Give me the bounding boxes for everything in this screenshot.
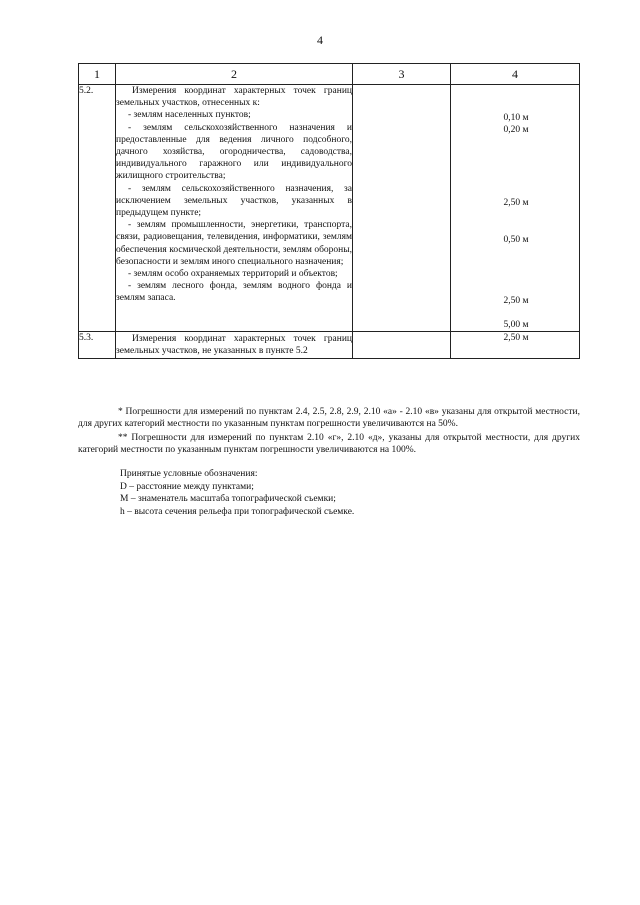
legend-block [120, 468, 354, 518]
list-item: - землям населенных пунктов; [128, 110, 251, 121]
legend-item: D – расстояние между пунктами; [120, 481, 254, 492]
row-description [116, 85, 353, 332]
list-item: - землям сельскохозяйственного назначения и предоставленные для ведения личного подсобного, дачного хозяйства, огородничества, садоводства, индивидуального гаражного или индивидуального жилищного строительства; [116, 122, 352, 182]
list-item: - землям промышленности, энергетики, транспорта, связи, радиовещания, телевидения, информатики, землям обеспечения космической деятельности, землям обороны, безопасности и землям иного специального назначения; [116, 220, 352, 267]
table-row [79, 85, 580, 332]
value-cell: 5,00 м [503, 319, 529, 330]
footnote-2: ** Погрешности для измерений по пунктам 2.10 «г», 2.10 «д», указаны для открытой местности, для других категорий местности по указанным пунктам погрешности увеличиваются на 100%. [78, 433, 580, 456]
page-number: 4 [317, 33, 323, 47]
list-item: - землям сельскохозяйственного назначения, за исключением земельных участков, указанных в предыдущем пункте; [116, 183, 352, 219]
value-cell: 0,10 м [503, 113, 529, 123]
row-description [116, 332, 353, 358]
value-cell: 0,50 м [503, 234, 529, 245]
row-intro: Измерения координат характерных точек границ земельных участков, отнесенных к: [116, 86, 352, 109]
value-cell: 2,50 м [503, 333, 529, 344]
list-item: - землям лесного фонда, землям водного фонда и землям запаса. [116, 281, 352, 304]
legend-title: Принятые условные обозначения: [120, 469, 258, 479]
tolerance-table [78, 63, 580, 359]
value-cell: 2,50 м [503, 198, 529, 209]
list-item: - землям особо охраняемых территорий и объектов; [128, 269, 338, 280]
column-header-2: 2 [116, 64, 353, 85]
row-number: 5.2. [79, 85, 116, 332]
row-col3-empty [353, 85, 451, 332]
column-header-1: 1 [79, 64, 116, 85]
legend-item: h – высота сечения рельефа при топографической съемке. [120, 506, 355, 517]
column-header-4: 4 [451, 64, 580, 85]
value-cell: 0,20 м [503, 125, 529, 136]
row-values [451, 85, 580, 332]
row-number: 5.3. [79, 332, 116, 358]
column-header-3: 3 [353, 64, 451, 85]
row-values [451, 332, 580, 358]
table-row [79, 332, 580, 358]
footnote-1: * Погрешности для измерений по пунктам 2.4, 2.5, 2.8, 2.9, 2.10 «а» - 2.10 «в» указаны для открытой местности, для других категорий местности по указанным пунктам погрешности увеличиваются на 50%. [78, 407, 580, 430]
table-header-row [79, 64, 580, 85]
row-col3-empty [353, 332, 451, 358]
value-cell: 2,50 м [503, 295, 529, 306]
legend-item: М – знаменатель масштаба топографической съемки; [120, 494, 336, 505]
row-intro: Измерения координат характерных точек границ земельных участков, не указанных в пункте 5.2 [116, 334, 352, 357]
